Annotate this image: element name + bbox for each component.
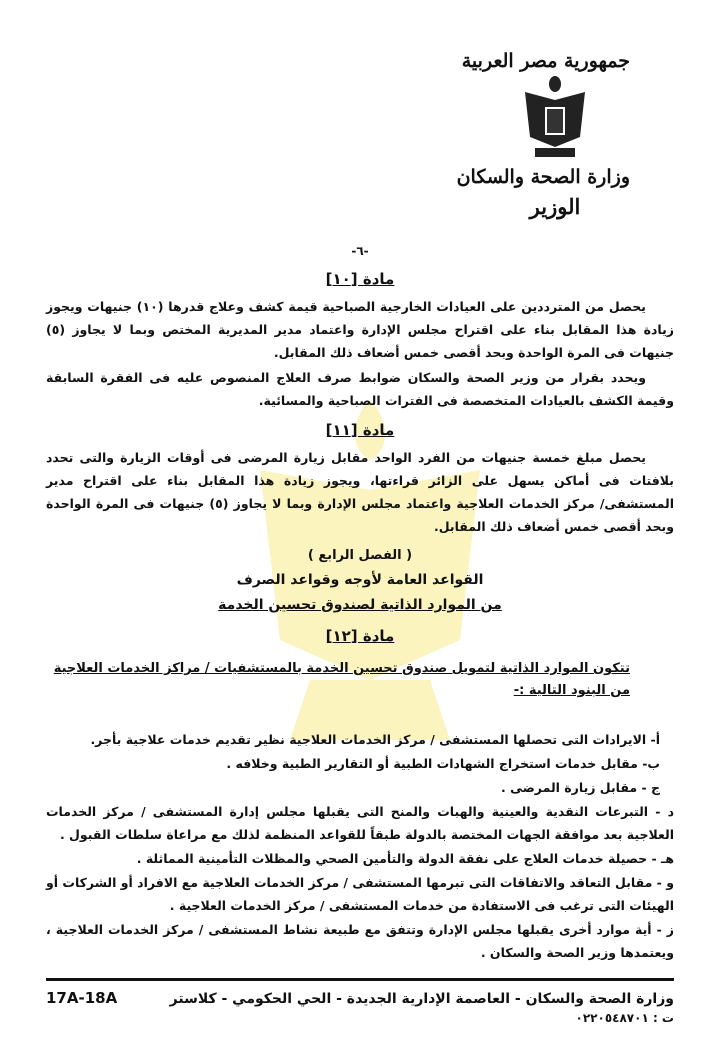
article-10-paragraph-1: يحصل من المترددين على العيادات الخارجية الصباحية قيمة كشف وعلاج قدرها (١٠) جنيهات ويجوز زيادة هذا المقابل بناء على اقتراح مجلس الإدارة واعتماد مدير المديرية المختص وبما لا يجاوز (٥) جنيهات فى المرة الواحدة وبحد أقصى خمس أضعاف ذلك المقابل. bbox=[46, 299, 674, 360]
list-item: ج - مقابل زيارة المرضى . bbox=[500, 780, 660, 795]
country-name: جمهورية مصر العربية bbox=[461, 50, 630, 72]
footer-phone: ت : ٠٢٢٠٥٤٨٧٠١ bbox=[575, 1011, 674, 1025]
footer-building: 17A-18A bbox=[46, 989, 118, 1007]
eagle-emblem-icon bbox=[520, 72, 590, 162]
list-item: هـ - حصيلة خدمات العلاج على نفقة الدولة والتأمين الصحي والمظلات التأمينية المماثلة . bbox=[136, 851, 674, 866]
list-item: و - مقابل التعاقد والاتفاقات التى تبرمها المستشفى / مركز الخدمات العلاجية مع الافراد أو الشركات أو الهيئات التى ترغب فى الاستفادة من خدمات المستشفى / مركز الخدمات العلاجية . bbox=[46, 875, 674, 913]
document-body bbox=[46, 219, 674, 1039]
article-10-paragraph-2: ويحدد بقرار من وزير الصحة والسكان ضوابط صرف العلاج المنصوص عليه فى الفقرة السابقة وقيمة الكشف بالعيادات المتخصصة فى الفترات الصباحية والمسائية. bbox=[46, 370, 674, 408]
footer-divider bbox=[46, 978, 674, 981]
letterhead-emblem bbox=[456, 0, 630, 219]
chapter-heading-1: القواعد العامة لأوجه وقواعد الصرف bbox=[236, 572, 484, 588]
footer-address: وزارة الصحة والسكان - العاصمة الإدارية الجديدة - الحي الحكومي - كلاستر bbox=[169, 991, 674, 1007]
list-item: ز - أية موارد أخرى يقبلها مجلس الإدارة وتتفق مع طبيعة نشاط المستشفى / مركز الخدمات العلاجية ، ويعتمدها وزير الصحة والسكان . bbox=[46, 922, 674, 960]
chapter-heading-2: من الموارد الذاتية لصندوق تحسين الخدمة bbox=[218, 597, 502, 613]
office-name: الوزير bbox=[529, 194, 581, 219]
list-item: ب- مقابل خدمات استخراج الشهادات الطبية أو التقارير الطبية وخلافه . bbox=[226, 756, 660, 771]
article-11-paragraph-1: يحصل مبلغ خمسة جنيهات من الفرد الواحد مقابل زيارة المرضى فى أوقات الزيارة والتى تحدد بلافتات فى أماكن يسهل على الزائر قراءتها، ويجوز زيادة هذا المقابل بناء على اقتراح مدير المستشفى/ مركز الخدمات العلاجية واعتماد مجلس الإدارة وبما لا يجاوز (٥) جنيهات فى المرة الواحدة وبحد أقصى خمس أضعاف ذلك المقابل. bbox=[46, 450, 674, 534]
article-11-title: مادة [١١] bbox=[325, 421, 395, 439]
article-10-title: مادة [١٠] bbox=[325, 270, 395, 288]
footer bbox=[46, 989, 674, 1039]
ministry-name: وزارة الصحة والسكان bbox=[456, 166, 630, 188]
article-12-title: مادة [١٢] bbox=[325, 627, 395, 645]
list-item: أ- الايرادات التى تحصلها المستشفى / مركز الخدمات العلاجية نظير تقديم خدمات علاجية بأجر. bbox=[90, 732, 660, 747]
article-12-intro: تتكون الموارد الذاتية لتمويل صندوق تحسين الخدمة بالمستشفيات / مراكز الخدمات العلاجية من البنود التالية :- bbox=[53, 661, 630, 698]
list-item: د - التبرعات النقدية والعينية والهبات والمنح التى يقبلها مجلس إدارة المستشفى / مركز الخدمات العلاجية بعد موافقة الجهات المختصة بالدولة طبقاً للقواعد المنظمة لذلك مع مراعاة سلطات القبول . bbox=[46, 804, 674, 842]
chapter-title: ( الفصل الرابع ) bbox=[307, 548, 413, 563]
page-number: -٦- bbox=[351, 244, 369, 258]
